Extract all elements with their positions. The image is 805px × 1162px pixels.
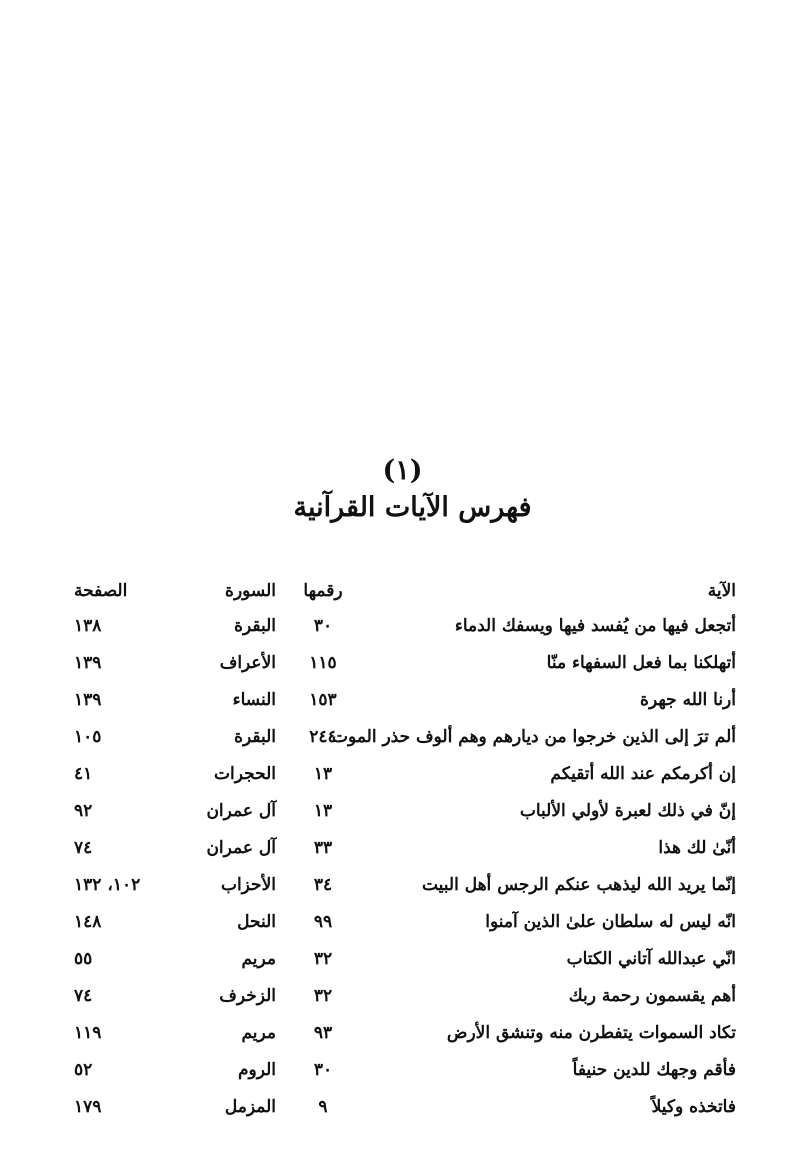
ayah-text: إنّ في ذلك لعبرة لأولي الألباب [519, 800, 736, 821]
ayah-text: فأقم وجهك للدين حنيفاً [572, 1059, 736, 1080]
ayah-text: أنّىٰ لك هذا [658, 837, 736, 858]
surah-name: آل عمران [206, 837, 276, 858]
page-number: ٧٤ [74, 837, 93, 858]
table-row [60, 755, 736, 792]
surah-name: النحل [237, 911, 276, 932]
page-number: ١٣٨ [74, 615, 102, 636]
ayah-number: ١٣ [313, 763, 333, 784]
index-title: فهرس الآيات القرآنية [293, 492, 532, 523]
table-row [60, 903, 736, 940]
ayah-number: ٩٩ [313, 911, 333, 932]
ayah-text: فاتخذه وكيلاً [651, 1096, 736, 1117]
ayah-text: ألم ترَ إلى الذين خرجوا من ديارهم وهم ألوف حذر الموت [332, 726, 736, 747]
column-header-ayah: الآية [707, 580, 736, 601]
ayah-number: ٩ [318, 1096, 328, 1117]
page-number: ١٠٥ [74, 726, 102, 747]
ayah-number: ٣٢ [313, 985, 333, 1006]
table-row [60, 866, 736, 903]
surah-name: المزمل [224, 1096, 276, 1117]
surah-name: الزخرف [219, 985, 276, 1006]
surah-name: الروم [237, 1059, 276, 1080]
table-row [60, 977, 736, 1014]
table-row [60, 644, 736, 681]
page-number: ٥٢ [74, 1059, 93, 1080]
page-number: ١٣٩ [74, 689, 102, 710]
column-header-page: الصفحة [74, 580, 128, 601]
column-header-surah: السورة [225, 580, 276, 601]
table-row [60, 681, 736, 718]
page-number: ٧٤ [74, 985, 93, 1006]
page-number: ١٠٢، ١٣٢ [74, 874, 141, 895]
index-number: (١) [382, 455, 423, 486]
ayah-text: أهم يقسمون رحمة ربك [568, 985, 736, 1006]
surah-name: مريم [241, 1022, 276, 1043]
surah-name: النساء [232, 689, 276, 710]
ayah-text: إن أكرمكم عند الله أتقيكم [550, 763, 736, 784]
page-number: ١١٩ [74, 1022, 102, 1043]
ayah-text: أتهلكنا بما فعل السفهاء منّا [546, 652, 736, 673]
ayah-number: ٢٤٤ [309, 726, 337, 747]
ayah-number: ١٣ [313, 800, 333, 821]
surah-name: البقرة [234, 726, 276, 747]
surah-name: الأحزاب [220, 874, 276, 895]
surah-name: الحجرات [214, 763, 276, 784]
surah-name: الأعراف [219, 652, 276, 673]
table-row [60, 718, 736, 755]
page-number: ٥٥ [74, 948, 93, 969]
table-header-row [60, 574, 736, 607]
ayah-number: ١٥٣ [309, 689, 337, 710]
ayah-text: أرنا الله جهرة [640, 689, 736, 710]
ayah-text: انّه ليس له سلطان علىٰ الذين آمنوا [485, 911, 736, 932]
table-row [60, 1051, 736, 1088]
table-row [60, 940, 736, 977]
table-row [60, 829, 736, 866]
table-row [60, 792, 736, 829]
ayah-number: ٩٣ [313, 1022, 333, 1043]
ayah-number: ١١٥ [309, 652, 337, 673]
ayah-number: ٣٠ [313, 1059, 333, 1080]
column-header-number: رقمها [303, 580, 343, 601]
ayah-text: إنّما يريد الله ليذهب عنكم الرجس أهل البيت [421, 874, 736, 895]
ayah-text: تكاد السموات يتفطرن منه وتنشق الأرض [446, 1022, 736, 1043]
quran-verses-index-table [60, 574, 736, 1125]
table-row [60, 1088, 736, 1125]
table-row [60, 1014, 736, 1051]
surah-name: مريم [241, 948, 276, 969]
surah-name: آل عمران [206, 800, 276, 821]
page-number: ١٤٨ [74, 911, 102, 932]
surah-name: البقرة [234, 615, 276, 636]
page-number: ١٣٩ [74, 652, 102, 673]
table-row [60, 607, 736, 644]
page-number: ١٧٩ [74, 1096, 102, 1117]
ayah-number: ٣٤ [313, 874, 333, 895]
page-number: ٤١ [74, 763, 93, 784]
ayah-number: ٣٣ [313, 837, 333, 858]
ayah-number: ٣٠ [313, 615, 333, 636]
ayah-number: ٣٢ [313, 948, 333, 969]
page-number: ٩٢ [74, 800, 93, 821]
ayah-text: انّي عبدالله آتاني الكتاب [566, 948, 736, 969]
ayah-text: أتجعل فيها من يُفسد فيها ويسفك الدماء [454, 615, 736, 636]
